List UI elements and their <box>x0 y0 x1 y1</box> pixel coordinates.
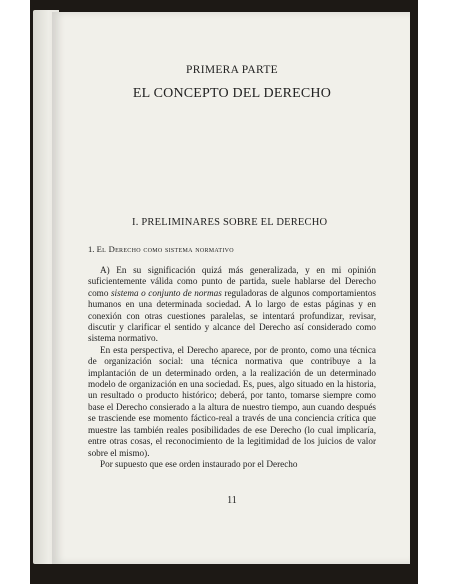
body-text <box>88 265 376 470</box>
subsection-number: 1. <box>88 244 95 254</box>
subsection-heading <box>88 244 376 254</box>
chapter-title: EL CONCEPTO DEL DERECHO <box>132 86 332 101</box>
book-page <box>52 12 410 564</box>
page-number: 11 <box>227 495 237 506</box>
paragraph-1 <box>88 265 376 345</box>
subsection-title: El Derecho como sistema normativo <box>96 244 234 254</box>
paragraph-3: Por supuesto que ese orden instaurado por el Derecho <box>100 458 298 469</box>
paragraph-1-lead: A) En su significación quizá más generalizada, y en mi opinión suficientemente válida como punto de partida, suele hablarse del Derecho como <box>88 265 376 298</box>
section-heading: I. PRELIMINARES SOBRE EL DERECHO <box>132 217 328 228</box>
paragraph-2: En esta perspectiva, el Derecho aparece, por de pronto, como una técnica de organización social: una técnica normativa que contribuye a la implantación de un determinado orden, a la realización de un determinado modelo de organización en una sociedad. Es, pues, algo situado en la historia, un resultado o producto histórico; deberá, por tanto, tomarse siempre como base el Derecho consierado a la altura de nuestro tiempo, aun cuando después se trasciende ese momento fáctico-real a través de una conciencia crítica que muestre las también reales posibilidades de ese Derecho (lo cual implicaría, entre otras cosas, el reconocimiento de la legitimidad de los juicios de valor sobre el mismo). <box>88 344 376 458</box>
paragraph-1-rest: reguladoras de algunos comportamientos humanos en una determinada sociedad. A lo largo de estas páginas y en conexión con otras cuestiones paralelas, se intentará profundizar, revisar, discutir y clarificar el sentido y alcance del Derecho así considerado como sistema normativo. <box>88 287 376 344</box>
part-label: PRIMERA PARTE <box>186 64 278 76</box>
paragraph-1-italic: sistema o conjunto de normas <box>110 287 222 298</box>
